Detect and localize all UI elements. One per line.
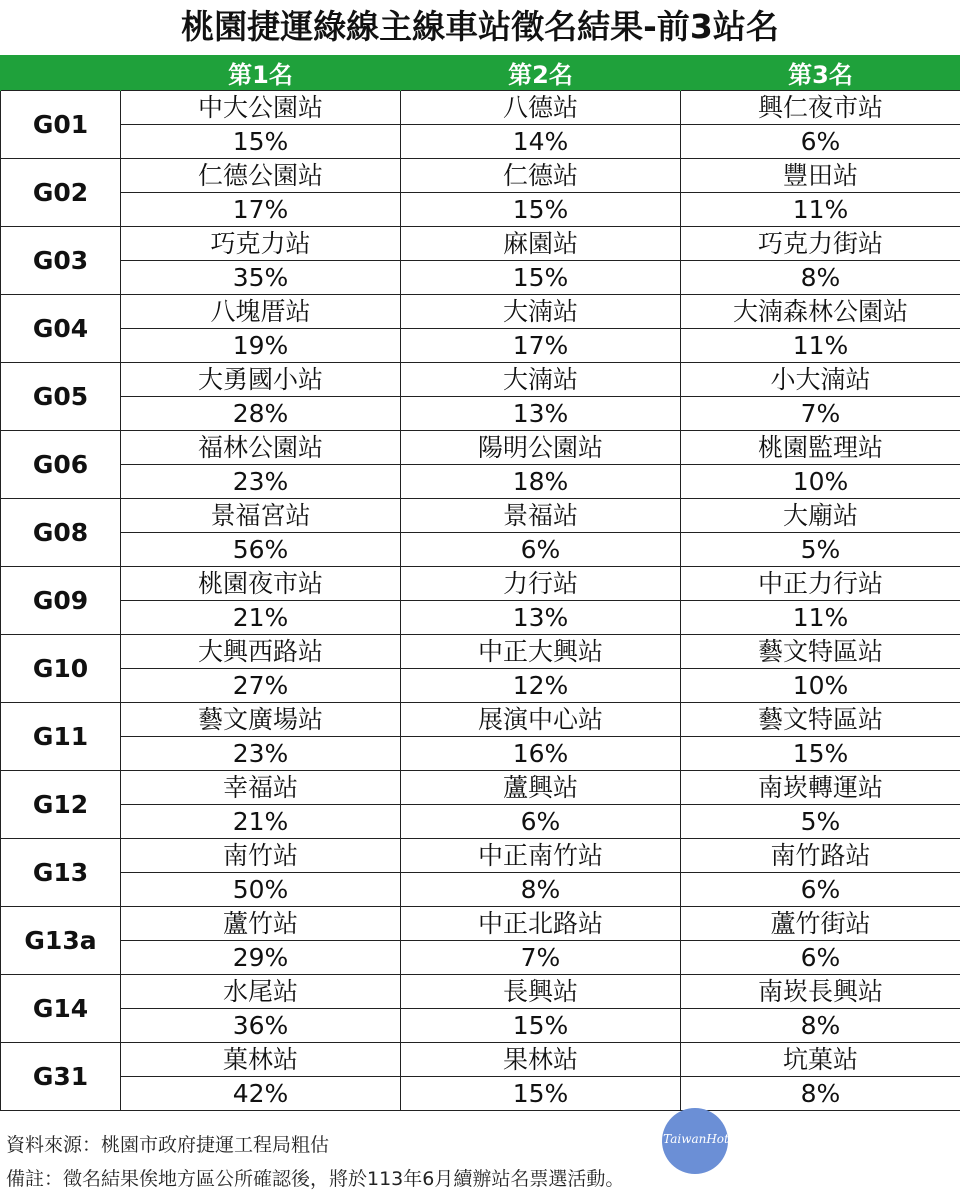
station-name-cell: 坑菓站 xyxy=(681,1043,960,1077)
table-row-percent xyxy=(1,329,960,363)
station-code-cell: G13 xyxy=(1,839,121,907)
percent-cell: 8% xyxy=(401,873,681,907)
percent-cell: 6% xyxy=(681,873,960,907)
station-name-cell: 仁德公園站 xyxy=(121,159,401,193)
header-row xyxy=(1,55,960,91)
table-row-names xyxy=(1,227,960,261)
table-row-names xyxy=(1,635,960,669)
station-name-cell: 蘆竹站 xyxy=(121,907,401,941)
station-name-cell: 藝文廣場站 xyxy=(121,703,401,737)
table-row-names xyxy=(1,839,960,873)
header-cell-rank-2: 第2名 xyxy=(401,55,681,91)
station-name-cell: 藝文特區站 xyxy=(681,703,960,737)
table-row-names xyxy=(1,703,960,737)
percent-cell: 15% xyxy=(401,261,681,295)
station-code-cell: G05 xyxy=(1,363,121,431)
table-row-names xyxy=(1,1043,960,1077)
percent-cell: 23% xyxy=(121,737,401,771)
percent-cell: 5% xyxy=(681,805,960,839)
header-cell-code xyxy=(1,55,121,91)
table-row-percent xyxy=(1,941,960,975)
percent-cell: 6% xyxy=(681,125,960,159)
station-code-cell: G04 xyxy=(1,295,121,363)
header-cell-rank-1: 第1名 xyxy=(121,55,401,91)
station-code-cell: G02 xyxy=(1,159,121,227)
table-row-names xyxy=(1,771,960,805)
percent-cell: 13% xyxy=(401,397,681,431)
header-cell-rank-3: 第3名 xyxy=(681,55,960,91)
table-row-names xyxy=(1,363,960,397)
station-name-cell: 蘆竹街站 xyxy=(681,907,960,941)
table-row-names xyxy=(1,431,960,465)
percent-cell: 6% xyxy=(401,805,681,839)
station-name-cell: 巧克力街站 xyxy=(681,227,960,261)
station-code-cell: G13a xyxy=(1,907,121,975)
table-row-percent xyxy=(1,1009,960,1043)
station-name-cell: 藝文特區站 xyxy=(681,635,960,669)
table-row-percent xyxy=(1,1077,960,1111)
percent-cell: 15% xyxy=(401,1009,681,1043)
percent-cell: 35% xyxy=(121,261,401,295)
table-row-percent xyxy=(1,873,960,907)
table-row-names xyxy=(1,159,960,193)
station-name-cell: 福林公園站 xyxy=(121,431,401,465)
table-row-percent xyxy=(1,805,960,839)
station-name-cell: 南竹站 xyxy=(121,839,401,873)
percent-cell: 11% xyxy=(681,193,960,227)
percent-cell: 36% xyxy=(121,1009,401,1043)
station-name-cell: 桃園夜市站 xyxy=(121,567,401,601)
station-code-cell: G11 xyxy=(1,703,121,771)
table-row-percent xyxy=(1,397,960,431)
page-title: 桃園捷運綠線主線車站徵名結果-前3站名 xyxy=(181,7,779,46)
percent-cell: 16% xyxy=(401,737,681,771)
results-table xyxy=(0,55,960,1111)
station-code-cell: G08 xyxy=(1,499,121,567)
station-name-cell: 中正南竹站 xyxy=(401,839,681,873)
station-code-cell: G31 xyxy=(1,1043,121,1111)
percent-cell: 56% xyxy=(121,533,401,567)
station-name-cell: 麻園站 xyxy=(401,227,681,261)
station-code-cell: G06 xyxy=(1,431,121,499)
watermark-text: TaiwanHot xyxy=(663,1132,729,1146)
station-name-cell: 大湳森林公園站 xyxy=(681,295,960,329)
station-name-cell: 興仁夜市站 xyxy=(681,91,960,125)
table-row-names xyxy=(1,91,960,125)
station-name-cell: 南竹路站 xyxy=(681,839,960,873)
station-name-cell: 中大公園站 xyxy=(121,91,401,125)
station-name-cell: 大湳站 xyxy=(401,363,681,397)
station-name-cell: 小大湳站 xyxy=(681,363,960,397)
table-row-names xyxy=(1,499,960,533)
percent-cell: 13% xyxy=(401,601,681,635)
percent-cell: 7% xyxy=(401,941,681,975)
table-row-names xyxy=(1,295,960,329)
station-name-cell: 八德站 xyxy=(401,91,681,125)
percent-cell: 7% xyxy=(681,397,960,431)
station-name-cell: 八塊厝站 xyxy=(121,295,401,329)
percent-cell: 15% xyxy=(401,1077,681,1111)
percent-cell: 42% xyxy=(121,1077,401,1111)
percent-cell: 11% xyxy=(681,329,960,363)
table-row-percent xyxy=(1,601,960,635)
percent-cell: 19% xyxy=(121,329,401,363)
station-name-cell: 南崁轉運站 xyxy=(681,771,960,805)
table-row-names xyxy=(1,907,960,941)
station-code-cell: G01 xyxy=(1,91,121,159)
station-code-cell: G12 xyxy=(1,771,121,839)
percent-cell: 12% xyxy=(401,669,681,703)
station-name-cell: 中正北路站 xyxy=(401,907,681,941)
percent-cell: 5% xyxy=(681,533,960,567)
station-code-cell: G03 xyxy=(1,227,121,295)
station-name-cell: 豐田站 xyxy=(681,159,960,193)
table-row-percent xyxy=(1,125,960,159)
station-name-cell: 陽明公園站 xyxy=(401,431,681,465)
station-name-cell: 長興站 xyxy=(401,975,681,1009)
station-name-cell: 桃園監理站 xyxy=(681,431,960,465)
percent-cell: 21% xyxy=(121,805,401,839)
station-name-cell: 水尾站 xyxy=(121,975,401,1009)
station-name-cell: 力行站 xyxy=(401,567,681,601)
table-body xyxy=(1,91,960,1111)
percent-cell: 17% xyxy=(121,193,401,227)
station-name-cell: 大湳站 xyxy=(401,295,681,329)
percent-cell: 8% xyxy=(681,261,960,295)
table-row-percent xyxy=(1,261,960,295)
percent-cell: 8% xyxy=(681,1009,960,1043)
station-name-cell: 大廟站 xyxy=(681,499,960,533)
percent-cell: 14% xyxy=(401,125,681,159)
percent-cell: 50% xyxy=(121,873,401,907)
percent-cell: 27% xyxy=(121,669,401,703)
table-row-percent xyxy=(1,737,960,771)
table-row-percent xyxy=(1,669,960,703)
percent-cell: 10% xyxy=(681,669,960,703)
footer-note: 備註：徵名結果俟地方區公所確認後，將於113年6月續辦站名票選活動。 xyxy=(6,1168,625,1190)
table-row-percent xyxy=(1,193,960,227)
station-code-cell: G10 xyxy=(1,635,121,703)
table-row-percent xyxy=(1,465,960,499)
percent-cell: 23% xyxy=(121,465,401,499)
station-name-cell: 大勇國小站 xyxy=(121,363,401,397)
station-code-cell: G09 xyxy=(1,567,121,635)
station-name-cell: 蘆興站 xyxy=(401,771,681,805)
station-name-cell: 巧克力站 xyxy=(121,227,401,261)
table-row-names xyxy=(1,567,960,601)
station-name-cell: 中正大興站 xyxy=(401,635,681,669)
table-row-percent xyxy=(1,533,960,567)
percent-cell: 15% xyxy=(121,125,401,159)
station-name-cell: 大興西路站 xyxy=(121,635,401,669)
station-name-cell: 幸福站 xyxy=(121,771,401,805)
station-name-cell: 展演中心站 xyxy=(401,703,681,737)
station-name-cell: 景福站 xyxy=(401,499,681,533)
table-row-names xyxy=(1,975,960,1009)
percent-cell: 6% xyxy=(401,533,681,567)
percent-cell: 17% xyxy=(401,329,681,363)
percent-cell: 15% xyxy=(681,737,960,771)
station-name-cell: 南崁長興站 xyxy=(681,975,960,1009)
station-name-cell: 景福宮站 xyxy=(121,499,401,533)
footer-source: 資料來源：桃園市政府捷運工程局粗估 xyxy=(6,1134,330,1156)
percent-cell: 21% xyxy=(121,601,401,635)
percent-cell: 29% xyxy=(121,941,401,975)
station-name-cell: 仁德站 xyxy=(401,159,681,193)
station-name-cell: 果林站 xyxy=(401,1043,681,1077)
station-name-cell: 菓林站 xyxy=(121,1043,401,1077)
percent-cell: 11% xyxy=(681,601,960,635)
percent-cell: 18% xyxy=(401,465,681,499)
percent-cell: 15% xyxy=(401,193,681,227)
percent-cell: 8% xyxy=(681,1077,960,1111)
percent-cell: 10% xyxy=(681,465,960,499)
percent-cell: 6% xyxy=(681,941,960,975)
station-name-cell: 中正力行站 xyxy=(681,567,960,601)
station-code-cell: G14 xyxy=(1,975,121,1043)
percent-cell: 28% xyxy=(121,397,401,431)
